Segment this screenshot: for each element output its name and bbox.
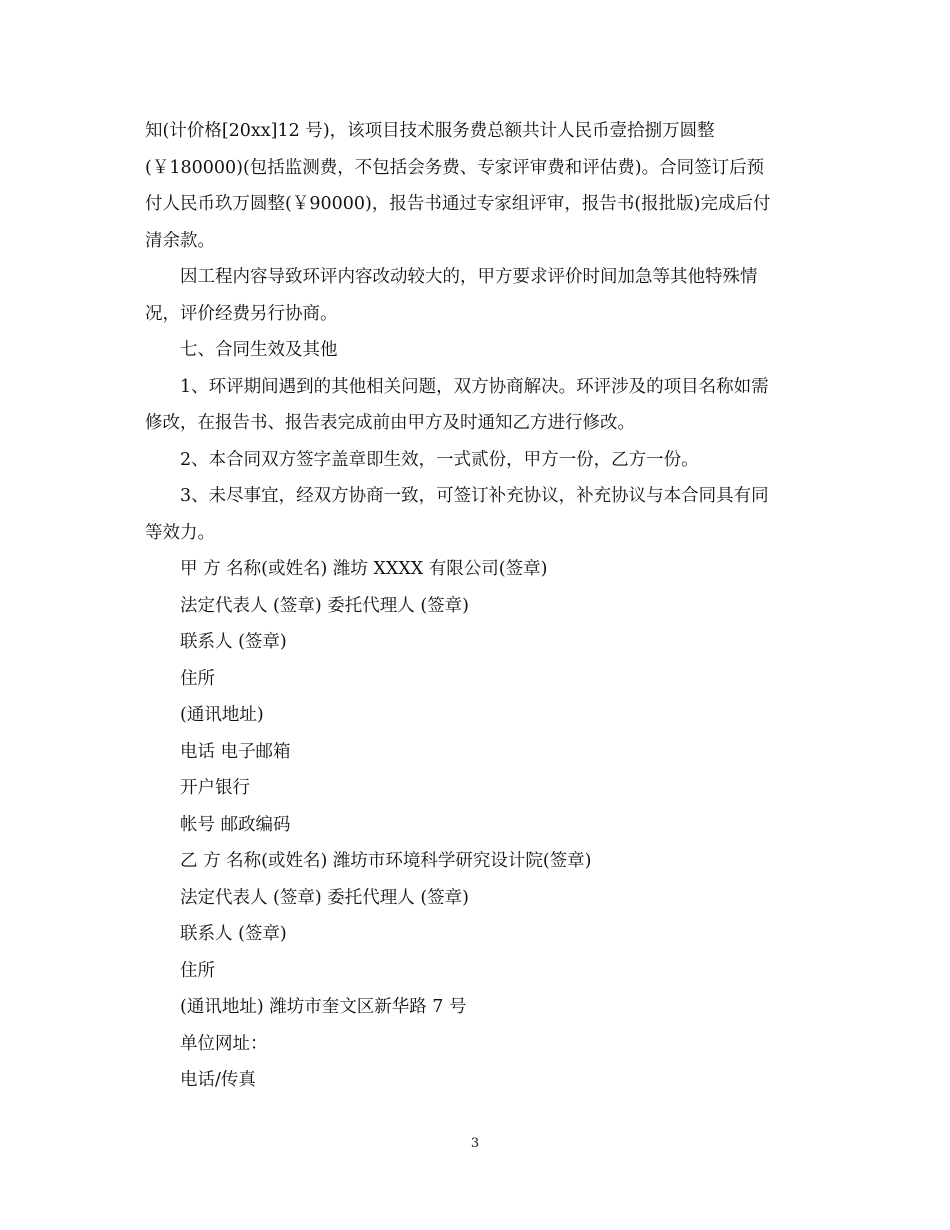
party-b-phone-fax: 电话/传真 xyxy=(180,1070,256,1090)
party-a-name: 甲 方 名称(或姓名) 潍坊 XXXX 有限公司(签章) xyxy=(180,559,548,579)
party-a-account-postcode: 帐号 邮政编码 xyxy=(180,814,291,835)
party-a-bank: 开户银行 xyxy=(180,778,250,798)
party-a-phone-email: 电话 电子邮箱 xyxy=(180,741,291,762)
text-line: 因工程内容导致环评内容改动较大的，甲方要求评价时间加急等其他特殊情 xyxy=(180,267,758,287)
party-a-address: (通讯地址) xyxy=(180,705,264,725)
party-a-residence: 住所 xyxy=(180,668,215,689)
text-line: (￥180000)(包括监测费，不包括会务费、专家评审费和评估费)。合同签订后预 xyxy=(145,157,765,178)
party-b-website: 单位网址： xyxy=(180,1033,268,1054)
text-line: 3、未尽事宜，经双方协商一致，可签订补充协议，补充协议与本合同具有同 xyxy=(180,486,769,506)
party-b-residence: 住所 xyxy=(180,960,215,981)
text-line: 清余款。 xyxy=(145,230,215,251)
party-b-address: (通讯地址) 潍坊市奎文区新华路 7 号 xyxy=(180,997,467,1017)
text-line: 况，评价经费另行协商。 xyxy=(145,303,338,324)
section-heading: 七、合同生效及其他 xyxy=(180,340,338,360)
text-line: 知(计价格[20xx]12 号)，该项目技术服务费总额共计人民币壹拾捌万圆整 xyxy=(145,121,715,141)
page-number: 3 xyxy=(470,1136,480,1151)
party-b-contact: 联系人 (签章) xyxy=(180,924,287,944)
text-line: 付人民币玖万圆整(￥90000)，报告书通过专家组评审，报告书(报批版)完成后付 xyxy=(145,194,771,214)
party-a-representative: 法定代表人 (签章) 委托代理人 (签章) xyxy=(180,595,469,616)
text-line: 等效力。 xyxy=(145,522,215,543)
document-body xyxy=(145,113,815,1099)
party-b-name: 乙 方 名称(或姓名) 潍坊市环境科学研究设计院(签章) xyxy=(180,851,592,871)
text-line: 1、环评期间遇到的其他相关问题，双方协商解决。环评涉及的项目名称如需 xyxy=(180,376,769,397)
text-line: 2、本合同双方签字盖章即生效，一式贰份，甲方一份，乙方一份。 xyxy=(180,449,699,470)
party-a-contact: 联系人 (签章) xyxy=(180,632,287,652)
text-line: 修改，在报告书、报告表完成前由甲方及时通知乙方进行修改。 xyxy=(145,413,635,433)
party-b-representative: 法定代表人 (签章) 委托代理人 (签章) xyxy=(180,887,469,908)
